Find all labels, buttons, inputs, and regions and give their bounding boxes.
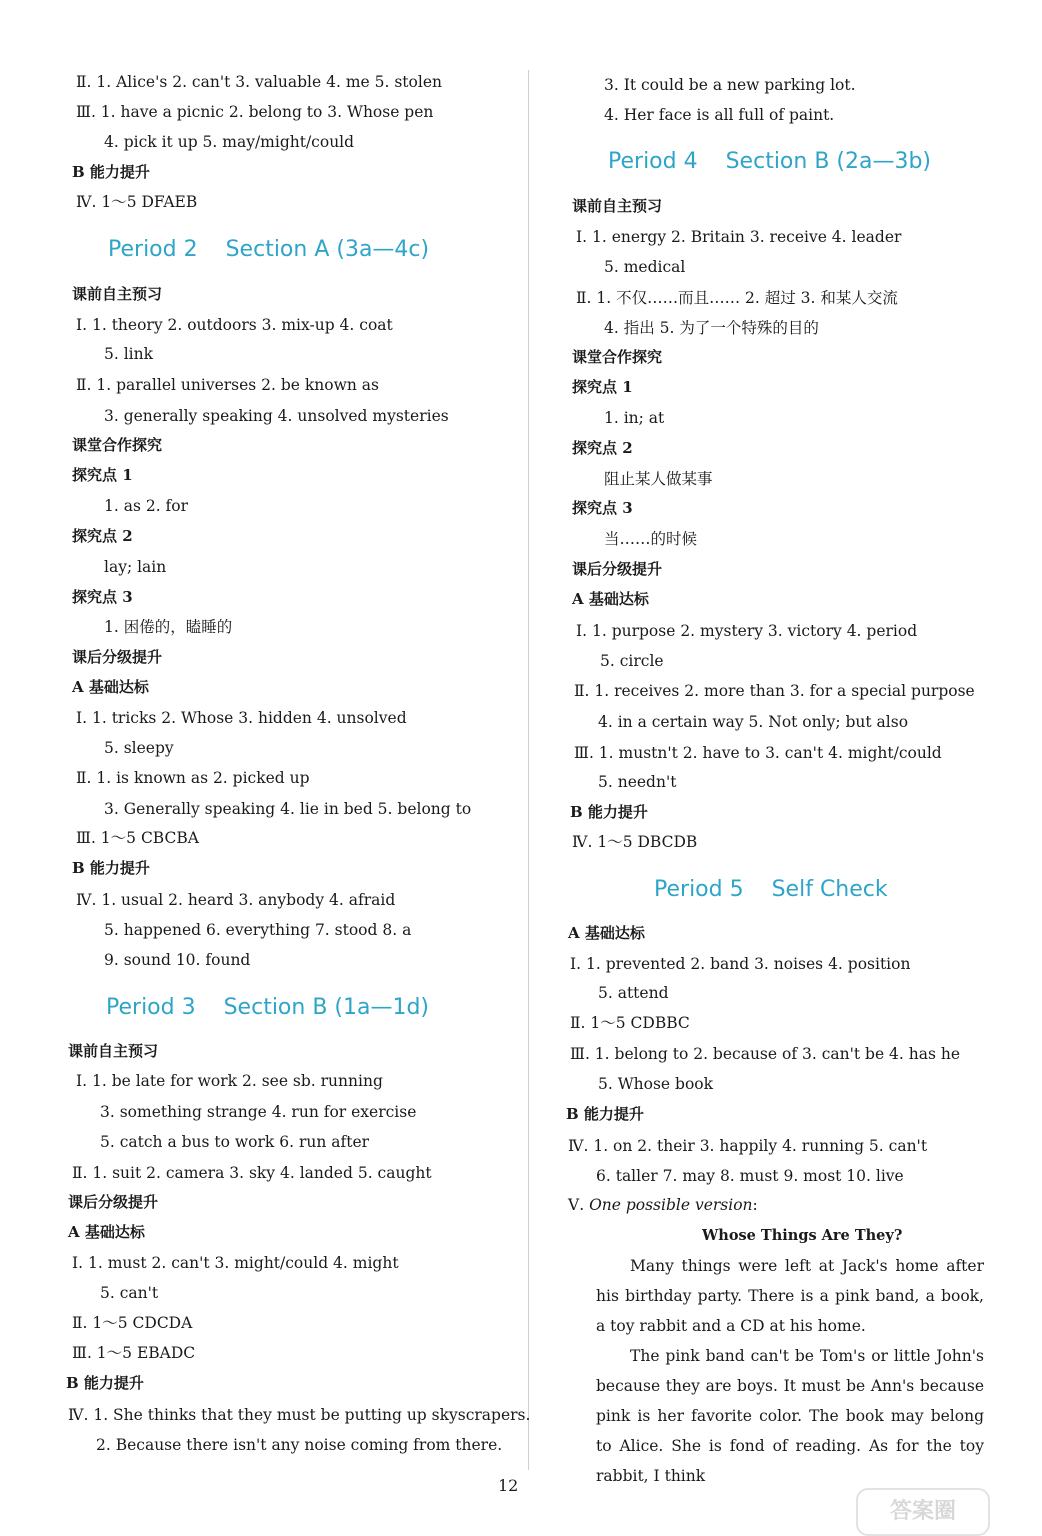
section-heading: B 能力提升 [66,1374,144,1392]
answer-line: 5. happened 6. everything 7. stood 8. a [104,921,412,939]
answer-line: 3. It could be a new parking lot. [604,76,856,94]
section-heading: 课前自主预习 [72,285,163,303]
column-divider [528,70,529,1470]
answer-line: 5. needn't [598,773,677,791]
answer-line: 6. taller 7. may 8. must 9. most 10. live [596,1167,904,1185]
answer-line: 9. sound 10. found [104,951,251,969]
page-number: 12 [498,1476,519,1495]
answer-line: 3. something strange 4. run for exercise [100,1103,417,1121]
answer-line: Ⅰ. 1. tricks 2. Whose 3. hidden 4. unsolved [76,709,407,727]
answer-line: Ⅳ. 1～5 DBCDB [572,833,698,851]
answer-line: Ⅳ. 1. She thinks that they must be putting up skyscrapers. [68,1406,531,1424]
answer-line: 4. in a certain way 5. Not only; but also [598,713,909,731]
section-heading: 课后分级提升 [68,1193,159,1211]
answer-line: Ⅲ. 1. mustn't 2. have to 3. can't 4. might/could [574,744,942,762]
answer-line: 4. pick it up 5. may/might/could [104,133,355,151]
answer-line: 当……的时候 [604,530,698,548]
answer-line: 1. in; at [604,409,665,427]
essay-paragraph: Many things were left at Jack's home after his birthday party. There is a pink band, a book, a toy rabbit and a CD at his home. [596,1257,984,1335]
subsection-heading: 探究点 1 [72,466,133,484]
period-2-title: Period 2 Section A (3a—4c) [108,237,430,262]
answer-line: Ⅰ. 1. prevented 2. band 3. noises 4. position [570,955,911,973]
subsection-heading: 探究点 2 [72,527,133,545]
subsection-heading: 探究点 2 [572,439,633,457]
answer-line: 3. generally speaking 4. unsolved mysteries [104,407,449,425]
subsection-heading: 探究点 1 [572,378,633,396]
section-heading: B 能力提升 [566,1105,644,1123]
subsection-heading: A 基础达标 [568,924,645,942]
answer-line: Ⅰ. 1. purpose 2. mystery 3. victory 4. period [576,622,918,640]
answer-line: 5. can't [100,1284,159,1302]
section-heading: 课后分级提升 [72,648,163,666]
section-heading: B 能力提升 [570,803,648,821]
answer-line: 5. link [104,345,154,363]
subsection-heading: A 基础达标 [68,1223,145,1241]
answer-line: 5. sleepy [104,739,174,757]
period-4-title: Period 4 Section B (2a—3b) [608,149,932,174]
answer-line: 4. 指出 5. 为了一个特殊的目的 [604,319,819,337]
answer-line: Ⅴ. One possible version: [568,1196,758,1214]
answer-line: Ⅳ. 1～5 DFAEB [76,193,198,211]
answer-line: Ⅲ. 1～5 EBADC [72,1344,196,1362]
answer-line: Ⅳ. 1. usual 2. heard 3. anybody 4. afraid [76,891,396,909]
section-heading: 课前自主预习 [68,1042,159,1060]
answer-line: 1. 困倦的，瞌睡的 [104,618,233,636]
subsection-heading: 探究点 3 [572,499,633,517]
answer-line: Ⅳ. 1. on 2. their 3. happily 4. running 5. can't [568,1137,928,1155]
period-3-title: Period 3 Section B (1a—1d) [106,995,430,1020]
answer-line: 5. attend [598,984,669,1002]
answer-line: 4. Her face is all full of paint. [604,106,835,124]
answer-line: Ⅰ. 1. theory 2. outdoors 3. mix-up 4. coat [76,316,393,334]
answer-line: Ⅲ. 1. have a picnic 2. belong to 3. Whose pen [76,103,434,121]
answer-line: Ⅱ. 1. Alice's 2. can't 3. valuable 4. me 5. stolen [76,73,442,91]
answer-line: Ⅰ. 1. must 2. can't 3. might/could 4. might [72,1254,399,1272]
essay-paragraph: The pink band can't be Tom's or little John's because they are boys. It must be Ann's because pink is her favorite color. The book may belong to Alice. She is fond of reading. As for the toy rabbit, I think [596,1347,984,1485]
subsection-heading: A 基础达标 [572,590,649,608]
essay-title: Whose Things Are They? [702,1227,903,1244]
answer-line: 5. catch a bus to work 6. run after [100,1133,370,1151]
watermark-logo: 答案圈 [856,1488,990,1536]
section-heading: 课后分级提升 [572,560,663,578]
answer-line: 5. circle [600,652,664,670]
answer-line: 3. Generally speaking 4. lie in bed 5. belong to [104,800,472,818]
answer-line: 1. as 2. for [104,497,189,515]
answer-line: 2. Because there isn't any noise coming from there. [96,1436,503,1454]
section-heading: 课堂合作探究 [572,348,663,366]
answer-line: Ⅱ. 1. receives 2. more than 3. for a special purpose [574,682,975,700]
period-5-title: Period 5 Self Check [654,877,888,902]
answer-line: Ⅱ. 1～5 CDBBC [570,1014,690,1032]
answer-line: Ⅲ. 1～5 CBCBA [76,829,199,847]
answer-line: 阻止某人做某事 [604,470,713,488]
answer-line: Ⅰ. 1. energy 2. Britain 3. receive 4. leader [576,228,902,246]
answer-line: Ⅱ. 1～5 CDCDA [72,1314,193,1332]
answer-line: Ⅱ. 1. is known as 2. picked up [76,769,310,787]
answer-line: Ⅱ. 1. parallel universes 2. be known as [76,376,379,394]
answer-line: lay; lain [104,558,167,576]
section-heading: B 能力提升 [72,859,150,877]
answer-line: Ⅱ. 1. suit 2. camera 3. sky 4. landed 5. caught [72,1164,432,1182]
answer-line: Ⅱ. 1. 不仅……而且…… 2. 超过 3. 和某人交流 [576,289,898,307]
subsection-heading: 探究点 3 [72,588,133,606]
section-heading: 课前自主预习 [572,197,663,215]
answer-line: 5. medical [604,258,686,276]
answer-line: Ⅰ. 1. be late for work 2. see sb. running [76,1072,383,1090]
section-heading: B 能力提升 [72,163,150,181]
subsection-heading: A 基础达标 [72,678,149,696]
answer-line: Ⅲ. 1. belong to 2. because of 3. can't be 4. has he [570,1045,961,1063]
answer-line: 5. Whose book [598,1075,713,1093]
section-heading: 课堂合作探究 [72,436,163,454]
